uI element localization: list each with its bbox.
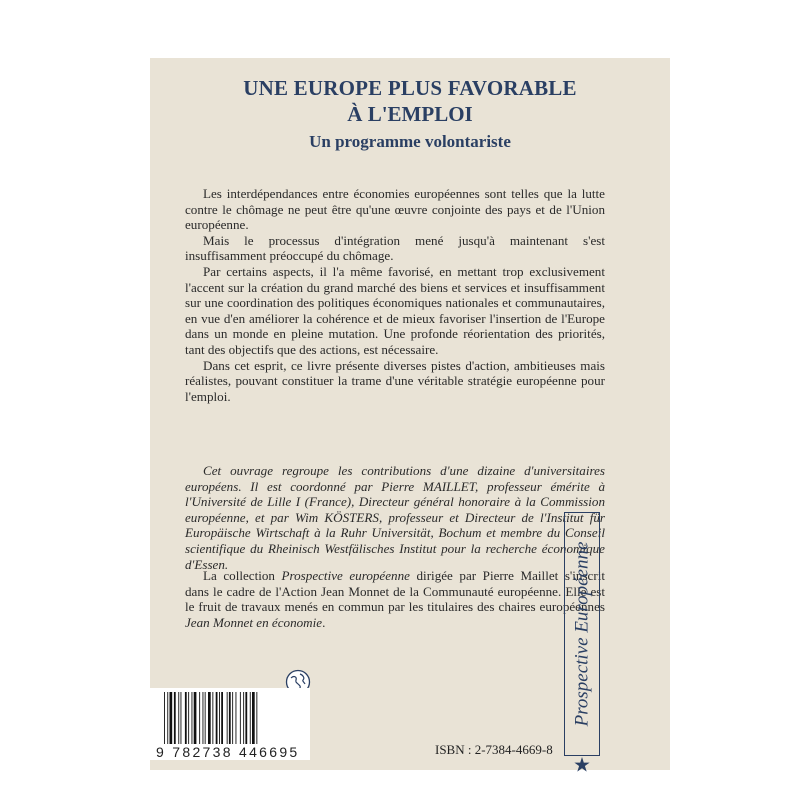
barcode-bar [236,692,237,748]
barcode-bar [174,692,176,748]
barcode-bar [205,692,206,748]
barcode-bar [250,692,251,748]
barcode-bar [188,692,189,748]
barcode-bar [256,692,257,748]
barcode-bar [221,692,223,748]
barcode-number: 9 782738 446695 [156,744,300,760]
barcode-bar [164,692,165,748]
collection-label: Prospective Européenne [571,541,593,727]
intro-paragraph: Les interdépendances entre économies européennes sont telles que la lutte contre le chômage ne peut être qu'une œuvre conjointe des pays et de l'Union européenne. [185,186,605,233]
intro-text [185,186,605,404]
collection-text [185,568,605,630]
title-line-2: À L'EMPLOI [347,102,473,126]
subtitle: Un programme volontariste [309,132,511,151]
barcode-bar [216,692,218,748]
barcode-bar [181,692,182,748]
contributors-text [185,463,605,572]
star-icon [574,757,590,773]
book-back-cover [150,58,670,770]
barcode-bar [232,692,233,748]
barcode-bar [185,692,187,748]
barcode-bar [227,692,228,748]
barcode-bar [212,692,213,748]
barcode-bar [170,692,173,748]
barcode-bar [243,692,244,748]
title-line-1: UNE EUROPE PLUS FAVORABLE [243,76,577,100]
barcode-bar [252,692,255,748]
barcode-bar [192,692,193,748]
barcode-bar [229,692,231,748]
isbn: ISBN : 2-7384-4669-8 [435,742,553,757]
collection-label-box [564,512,600,756]
collection-text-part: . [322,614,326,630]
collection-name: Prospective européenne [281,568,410,583]
barcode-bar [245,692,247,748]
barcode-bar [203,692,204,748]
barcode-bar [194,692,197,748]
intro-paragraph: Mais le processus d'intégration mené jusqu'à maintenant s'est insuffisamment préoccupé du chômage. [185,232,605,264]
barcode-bar [199,692,200,748]
intro-paragraph: Dans cet esprit, ce livre présente diverses pistes d'action, ambitieuses mais réalistes, pouvant constituer la trame d'une véritable stratégie européenne pour l'emploi. [185,357,605,404]
chair-name: Jean Monnet en économie [185,614,323,630]
barcode-bar [208,692,211,748]
barcode-bar [178,692,179,748]
collection-text-part: dirigée par Pierre Maillet s'inscrit dans le cadre de l'Action Jean Monnet de la Communauté européenne. Elle est le fruit de travaux menés en commun par les titulaires des chaires européennes [185,568,605,615]
intro-paragraph: Par certains aspects, il l'a même favorisé, en mettant trop exclusivement l'accent sur la création du grand marché des biens et services et insuffisamment sur une coordination des politiques économiques nationales et communautaires, en vue d'en améliorer la cohérence et de mieux favoriser l'insertion de l'Europe dans un monde en pleine mutation. Une profonde réorientation des priorités, tant des objectifs que des actions, est nécessaire. [185,263,605,357]
collection-text-part: La collection [203,568,282,583]
barcode-bar [167,692,168,748]
barcode-bar [240,692,241,748]
collection-paragraph [185,568,605,630]
barcode-bar [219,692,220,748]
contributors-paragraph: Cet ouvrage regroupe les contributions d'une dizaine d'universitaires européens. Il est coordonné par Pierre MAILLET, professeur émérite à l'Université de Lille I (France), Directeur général honoraire à la Commission européenne, et par Wim KÖSTERS, professeur et Directeur de l'Institut für Europäische Wirtschaft à la Ruhr Universität, Bochum et membre du Conseil scientifique du Rheinisch Westfälisches Institut pour la recherche économique d'Essen. [185,463,605,572]
